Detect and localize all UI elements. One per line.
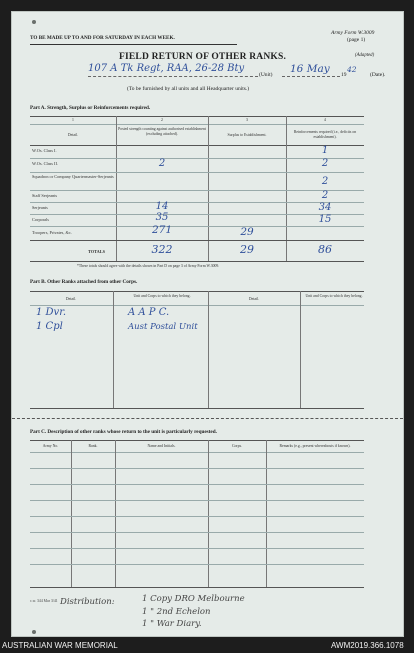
instruction-underline xyxy=(30,44,237,45)
part-c-row-rule xyxy=(30,468,364,469)
part-b-col-divider xyxy=(208,291,209,408)
col-header-detail: Detail. xyxy=(67,133,79,137)
part-c-row-rule xyxy=(30,516,364,517)
part-c-col-header: Remarks (e.g., present whereabouts if known). xyxy=(279,444,351,448)
totals-surplus: 29 xyxy=(240,243,254,256)
year-handwritten: 42 xyxy=(347,65,357,74)
row-reinforcements: 2 xyxy=(321,190,329,201)
col-header-posted: Posted strength counting against authorised establishment (excluding attached). xyxy=(118,127,206,136)
part-a-footnote: *These totals should agree with the details shown in Part D on page 3 of Army Form W.3009. xyxy=(77,264,220,268)
part-b-col-header: Unit and Corps to which they belong. xyxy=(305,294,363,298)
part-b-col-divider xyxy=(300,291,301,408)
totals-label: TOTALS xyxy=(88,249,106,254)
part-c-row-rule xyxy=(30,484,364,485)
part-a-bottom-rule xyxy=(30,261,364,262)
part-b-entry-detail: 1 Dvr. xyxy=(36,307,67,318)
part-c-row-rule xyxy=(30,500,364,501)
row-detail: Corporals xyxy=(32,217,49,222)
date-handwritten: 16 May xyxy=(290,63,330,75)
punch-hole xyxy=(32,630,36,634)
row-detail: W.Os. Class II. xyxy=(32,161,58,166)
row-rule xyxy=(30,240,364,241)
part-a-number-rule xyxy=(30,124,364,125)
part-b-col-header: Detail. xyxy=(248,297,260,301)
form-page: (page 1) xyxy=(347,37,366,43)
part-c-col-header: Name and Initials. xyxy=(147,444,176,448)
unit-dotted-line xyxy=(88,76,258,77)
distribution-label: Distribution: xyxy=(60,597,115,607)
col-number-1: 1 xyxy=(72,118,74,122)
unit-label: (Unit) xyxy=(259,72,273,78)
row-reinforcements: 34 xyxy=(318,202,332,213)
row-detail: Squadron or Company Quartermaster-Serjeants xyxy=(32,174,114,179)
part-b-col-divider xyxy=(113,291,114,408)
col-number-3: 3 xyxy=(246,118,248,122)
part-b-col-header: Detail. xyxy=(65,297,77,301)
form-name: Army Form W.3009 xyxy=(331,30,375,36)
row-detail: Troopers, Privates, &c. xyxy=(32,230,72,235)
footer-institution: AUSTRALIAN WAR MEMORIAL xyxy=(2,641,118,650)
part-b-title: Part B. Other Ranks attached from other Corps. xyxy=(30,279,138,285)
part-a-top-rule xyxy=(30,116,364,117)
part-c-row-rule xyxy=(30,532,364,533)
part-c-header-rule xyxy=(30,452,364,453)
adapted-label: (Adapted) xyxy=(355,53,375,58)
row-reinforcements: 2 xyxy=(321,158,329,169)
date-dotted-line xyxy=(282,76,340,77)
unit-handwritten: 107 A Tk Regt, RAA, 26-28 Bty xyxy=(88,63,245,74)
row-rule xyxy=(30,172,364,173)
distribution-line: 1 " 2nd Echelon xyxy=(142,607,211,617)
part-c-col-header: Rank. xyxy=(88,444,98,448)
date-label: (Date). xyxy=(370,72,386,78)
part-b-entry-unit: A A P C. xyxy=(128,307,170,318)
row-posted: 35 xyxy=(155,212,169,223)
row-reinforcements: 1 xyxy=(321,145,329,156)
form-title: FIELD RETURN OF OTHER RANKS. xyxy=(119,52,287,62)
distribution-line: 1 " War Diary. xyxy=(142,619,202,629)
part-c-title: Part C. Description of other ranks whose return to the unit is particularly requested. xyxy=(30,429,217,435)
print-code: c.w. 344 Mar 3/41 xyxy=(30,599,58,603)
col-header-reinforcements: Reinforcements required (i.e., deficits on establishment). xyxy=(293,130,357,139)
row-detail: Serjeants xyxy=(32,205,48,210)
form-subtitle: (To be furnished by all units and all Headquarter units.) xyxy=(127,86,250,92)
col-number-4: 4 xyxy=(324,118,326,122)
archive-footer xyxy=(0,637,414,653)
distribution-line: 1 Copy DRO Melbourne xyxy=(142,594,245,604)
instruction-text: TO BE MADE UP TO AND FOR SATURDAY IN EACH WEEK. xyxy=(30,35,175,41)
part-c-row-rule xyxy=(30,564,364,565)
punch-hole xyxy=(32,20,36,24)
row-detail: W.Os. Class I. xyxy=(32,148,57,153)
part-c-top-rule xyxy=(30,440,364,441)
row-posted: 14 xyxy=(155,201,169,212)
totals-reinforcements: 86 xyxy=(318,243,332,256)
row-detail: Staff Serjeants xyxy=(32,193,58,198)
part-c-col-header: Army No. xyxy=(42,444,59,448)
row-posted: 271 xyxy=(151,224,173,236)
col-header-surplus: Surplus to Establishment. xyxy=(227,133,267,137)
tear-line xyxy=(12,418,403,419)
footer-accession: AWM2019.366.1078 xyxy=(331,641,404,650)
part-b-entry-unit: Aust Postal Unit xyxy=(128,322,198,332)
part-b-entry-detail: 1 Cpl xyxy=(36,321,63,332)
part-b-col-header: Unit and Corps to which they belong. xyxy=(133,294,191,298)
totals-posted: 322 xyxy=(151,243,173,256)
part-c-col-header: Corps. xyxy=(231,444,243,448)
row-surplus: 29 xyxy=(240,226,254,238)
row-reinforcements: 15 xyxy=(318,214,332,225)
year-prefix: 19 xyxy=(341,72,347,78)
part-c-row-rule xyxy=(30,548,364,549)
part-b-bottom-rule xyxy=(30,408,364,409)
row-posted: 2 xyxy=(158,158,166,169)
part-b-top-rule xyxy=(30,291,364,292)
part-b-header-rule xyxy=(30,305,364,306)
part-a-title: Part A. Strength, Surplus or Reinforcements required. xyxy=(30,105,151,111)
row-reinforcements: 2 xyxy=(321,176,329,187)
col-number-2: 2 xyxy=(161,118,163,122)
part-c-bottom-rule xyxy=(30,587,364,588)
